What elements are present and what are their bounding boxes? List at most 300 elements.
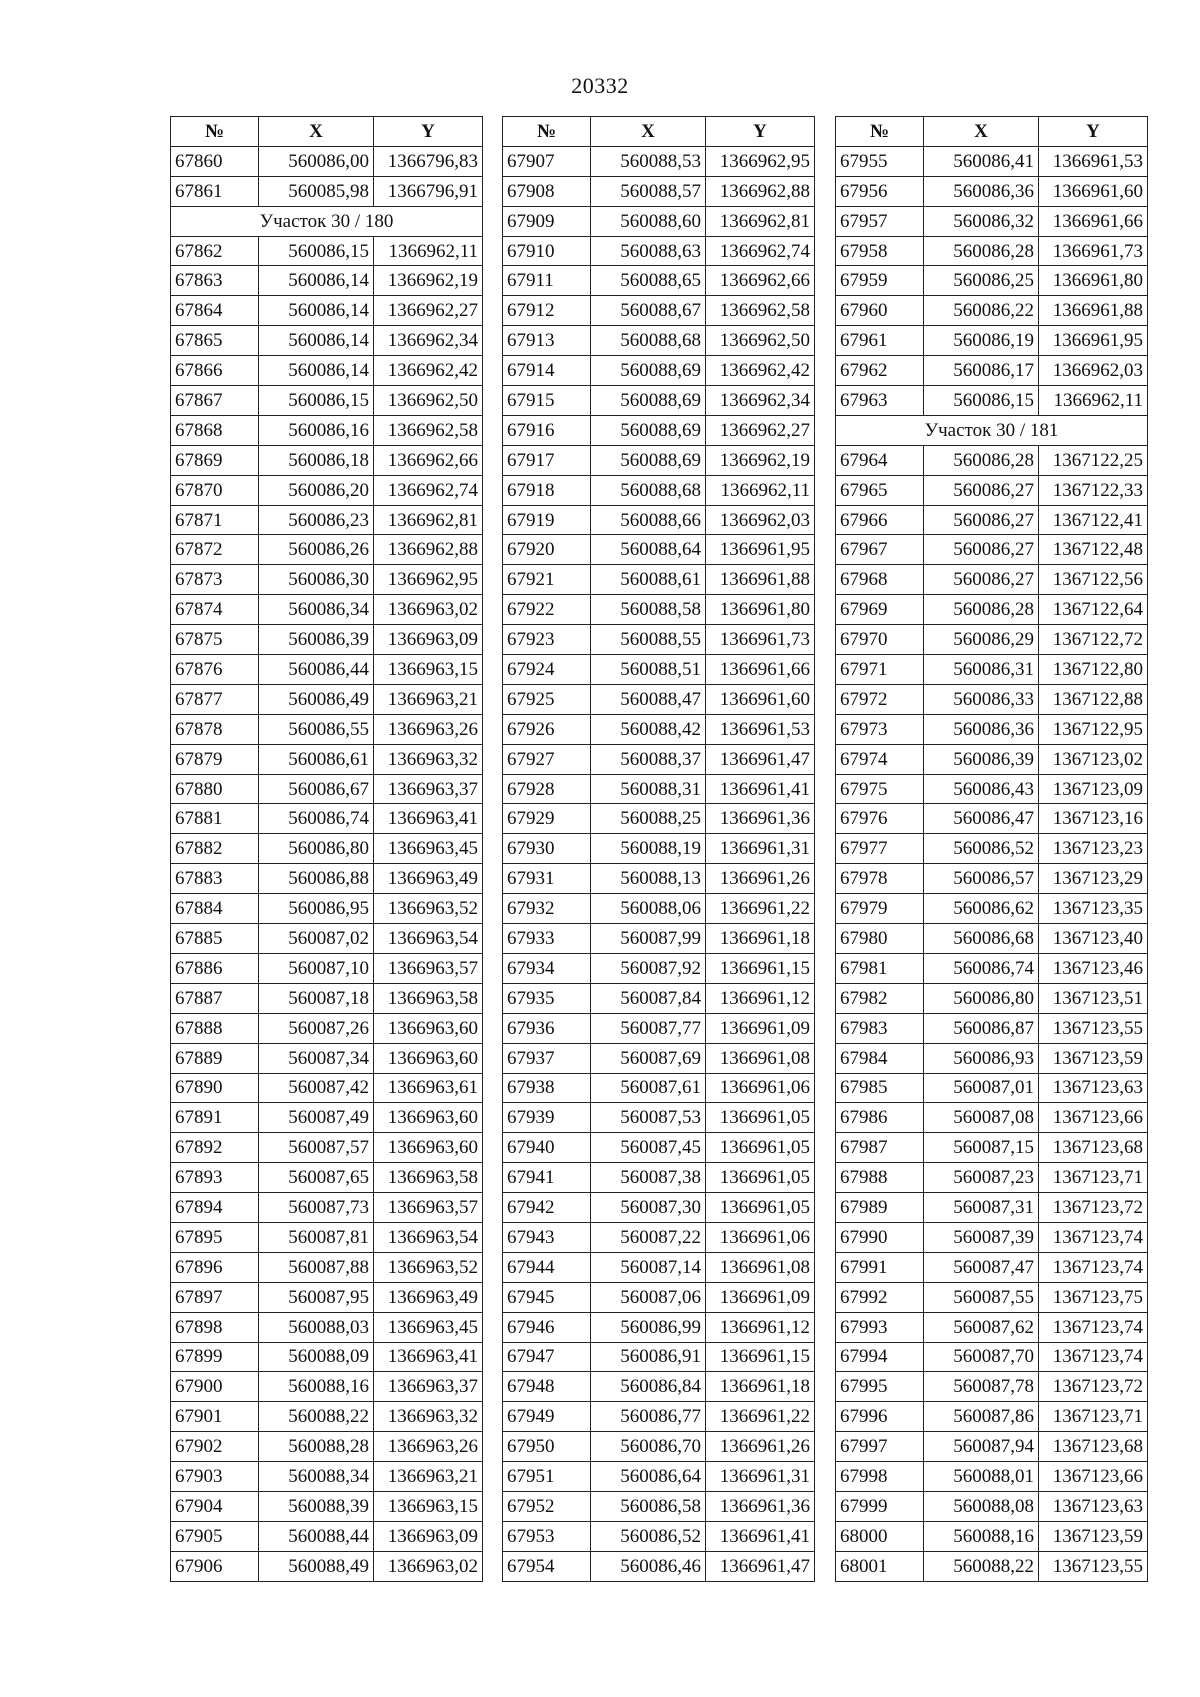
y-coordinate-cell: 1366963,58 <box>374 983 483 1013</box>
table-row <box>171 684 483 714</box>
x-coordinate-cell: 560086,27 <box>924 505 1039 535</box>
y-coordinate-cell: 1366963,54 <box>374 924 483 954</box>
y-coordinate-cell: 1366963,26 <box>374 714 483 744</box>
x-coordinate-cell: 560088,16 <box>259 1372 374 1402</box>
y-coordinate-cell: 1366963,37 <box>374 774 483 804</box>
y-coordinate-cell: 1366961,05 <box>706 1103 815 1133</box>
table-row <box>836 1282 1148 1312</box>
point-number-cell: 67970 <box>836 625 924 655</box>
y-coordinate-cell: 1366963,26 <box>374 1432 483 1462</box>
table-row <box>503 146 815 176</box>
point-number-cell: 67959 <box>836 266 924 296</box>
table-row <box>171 1551 483 1581</box>
table-row <box>503 236 815 266</box>
table-row <box>836 266 1148 296</box>
table-header-row <box>171 117 483 147</box>
table-row <box>503 1073 815 1103</box>
y-coordinate-cell: 1366962,66 <box>374 445 483 475</box>
y-coordinate-cell: 1367123,23 <box>1039 834 1148 864</box>
x-coordinate-cell: 560088,42 <box>591 714 706 744</box>
x-coordinate-cell: 560086,28 <box>924 236 1039 266</box>
table-row <box>836 864 1148 894</box>
point-number-cell: 67983 <box>836 1013 924 1043</box>
x-coordinate-cell: 560087,38 <box>591 1163 706 1193</box>
x-coordinate-cell: 560086,74 <box>259 804 374 834</box>
y-coordinate-cell: 1366962,74 <box>374 475 483 505</box>
table-row <box>171 744 483 774</box>
x-coordinate-cell: 560088,69 <box>591 386 706 416</box>
point-number-cell: 67869 <box>171 445 259 475</box>
x-coordinate-cell: 560088,28 <box>259 1432 374 1462</box>
x-coordinate-cell: 560087,47 <box>924 1252 1039 1282</box>
header-x: X <box>259 117 374 147</box>
y-coordinate-cell: 1367123,71 <box>1039 1402 1148 1432</box>
y-coordinate-cell: 1366962,50 <box>374 386 483 416</box>
y-coordinate-cell: 1366963,45 <box>374 834 483 864</box>
y-coordinate-cell: 1366961,09 <box>706 1013 815 1043</box>
x-coordinate-cell: 560088,61 <box>591 565 706 595</box>
x-coordinate-cell: 560086,99 <box>591 1312 706 1342</box>
x-coordinate-cell: 560087,73 <box>259 1193 374 1223</box>
table-body <box>171 146 483 1581</box>
x-coordinate-cell: 560087,53 <box>591 1103 706 1133</box>
x-coordinate-cell: 560087,01 <box>924 1073 1039 1103</box>
x-coordinate-cell: 560086,41 <box>924 146 1039 176</box>
x-coordinate-cell: 560086,27 <box>924 475 1039 505</box>
y-coordinate-cell: 1366961,31 <box>706 1462 815 1492</box>
x-coordinate-cell: 560086,57 <box>924 864 1039 894</box>
table-row <box>503 834 815 864</box>
x-coordinate-cell: 560088,58 <box>591 595 706 625</box>
y-coordinate-cell: 1366963,02 <box>374 1551 483 1581</box>
y-coordinate-cell: 1366962,50 <box>706 326 815 356</box>
table-row <box>503 714 815 744</box>
x-coordinate-cell: 560086,36 <box>924 176 1039 206</box>
point-number-cell: 67924 <box>503 655 591 685</box>
y-coordinate-cell: 1367122,56 <box>1039 565 1148 595</box>
point-number-cell: 67887 <box>171 983 259 1013</box>
x-coordinate-cell: 560088,39 <box>259 1491 374 1521</box>
point-number-cell: 67988 <box>836 1163 924 1193</box>
x-coordinate-cell: 560088,44 <box>259 1521 374 1551</box>
point-number-cell: 67930 <box>503 834 591 864</box>
point-number-cell: 67962 <box>836 356 924 386</box>
x-coordinate-cell: 560087,94 <box>924 1432 1039 1462</box>
table-row <box>503 1372 815 1402</box>
y-coordinate-cell: 1366961,18 <box>706 1372 815 1402</box>
point-number-cell: 67917 <box>503 445 591 475</box>
x-coordinate-cell: 560086,29 <box>924 625 1039 655</box>
header-x: X <box>924 117 1039 147</box>
table-row <box>836 714 1148 744</box>
point-number-cell: 67950 <box>503 1432 591 1462</box>
table-row <box>836 475 1148 505</box>
table-row <box>836 1372 1148 1402</box>
point-number-cell: 67952 <box>503 1491 591 1521</box>
y-coordinate-cell: 1367123,51 <box>1039 983 1148 1013</box>
point-number-cell: 67958 <box>836 236 924 266</box>
table-row <box>171 1282 483 1312</box>
y-coordinate-cell: 1366961,22 <box>706 1402 815 1432</box>
y-coordinate-cell: 1367123,59 <box>1039 1521 1148 1551</box>
table-row <box>171 415 483 445</box>
table-row <box>503 684 815 714</box>
x-coordinate-cell: 560087,61 <box>591 1073 706 1103</box>
point-number-cell: 67877 <box>171 684 259 714</box>
table-row <box>171 236 483 266</box>
point-number-cell: 67912 <box>503 296 591 326</box>
table-row <box>503 1222 815 1252</box>
point-number-cell: 67972 <box>836 684 924 714</box>
x-coordinate-cell: 560086,22 <box>924 296 1039 326</box>
y-coordinate-cell: 1367122,33 <box>1039 475 1148 505</box>
y-coordinate-cell: 1366962,58 <box>706 296 815 326</box>
x-coordinate-cell: 560088,60 <box>591 206 706 236</box>
header-number: № <box>503 117 591 147</box>
y-coordinate-cell: 1366962,42 <box>706 356 815 386</box>
x-coordinate-cell: 560087,70 <box>924 1342 1039 1372</box>
point-number-cell: 67868 <box>171 415 259 445</box>
table-row <box>836 1432 1148 1462</box>
y-coordinate-cell: 1366961,66 <box>1039 206 1148 236</box>
y-coordinate-cell: 1366961,26 <box>706 864 815 894</box>
point-number-cell: 67901 <box>171 1402 259 1432</box>
table-row <box>503 864 815 894</box>
x-coordinate-cell: 560086,36 <box>924 714 1039 744</box>
x-coordinate-cell: 560088,69 <box>591 356 706 386</box>
y-coordinate-cell: 1366961,12 <box>706 1312 815 1342</box>
y-coordinate-cell: 1366961,26 <box>706 1432 815 1462</box>
point-number-cell: 67996 <box>836 1402 924 1432</box>
point-number-cell: 67987 <box>836 1133 924 1163</box>
y-coordinate-cell: 1367123,09 <box>1039 774 1148 804</box>
x-coordinate-cell: 560087,18 <box>259 983 374 1013</box>
x-coordinate-cell: 560087,65 <box>259 1163 374 1193</box>
table-row <box>503 1133 815 1163</box>
y-coordinate-cell: 1367123,55 <box>1039 1013 1148 1043</box>
x-coordinate-cell: 560086,19 <box>924 326 1039 356</box>
x-coordinate-cell: 560086,47 <box>924 804 1039 834</box>
x-coordinate-cell: 560086,87 <box>924 1013 1039 1043</box>
x-coordinate-cell: 560086,15 <box>259 386 374 416</box>
table-header-row <box>836 117 1148 147</box>
y-coordinate-cell: 1366961,66 <box>706 655 815 685</box>
point-number-cell: 67891 <box>171 1103 259 1133</box>
table-row <box>836 146 1148 176</box>
table-row <box>503 894 815 924</box>
table-row <box>503 1312 815 1342</box>
table-row <box>171 356 483 386</box>
table-row <box>503 176 815 206</box>
table-row <box>503 595 815 625</box>
x-coordinate-cell: 560087,62 <box>924 1312 1039 1342</box>
table-row <box>836 834 1148 864</box>
section-heading-row <box>171 206 483 236</box>
point-number-cell: 67985 <box>836 1073 924 1103</box>
x-coordinate-cell: 560086,68 <box>924 924 1039 954</box>
point-number-cell: 67955 <box>836 146 924 176</box>
coordinate-table-3 <box>835 116 1148 1582</box>
x-coordinate-cell: 560086,39 <box>924 744 1039 774</box>
x-coordinate-cell: 560086,28 <box>924 445 1039 475</box>
x-coordinate-cell: 560087,39 <box>924 1222 1039 1252</box>
table-row <box>836 445 1148 475</box>
table-row <box>836 1073 1148 1103</box>
point-number-cell: 68001 <box>836 1551 924 1581</box>
x-coordinate-cell: 560086,25 <box>924 266 1039 296</box>
point-number-cell: 67968 <box>836 565 924 595</box>
table-row <box>503 206 815 236</box>
page-number: 20332 <box>571 73 629 98</box>
table-header-row <box>503 117 815 147</box>
x-coordinate-cell: 560088,69 <box>591 415 706 445</box>
y-coordinate-cell: 1366963,41 <box>374 804 483 834</box>
x-coordinate-cell: 560087,23 <box>924 1163 1039 1193</box>
point-number-cell: 67927 <box>503 744 591 774</box>
y-coordinate-cell: 1366961,47 <box>706 744 815 774</box>
table-row <box>836 1193 1148 1223</box>
table-row <box>503 744 815 774</box>
point-number-cell: 67892 <box>171 1133 259 1163</box>
y-coordinate-cell: 1367123,63 <box>1039 1073 1148 1103</box>
y-coordinate-cell: 1367122,95 <box>1039 714 1148 744</box>
y-coordinate-cell: 1367123,63 <box>1039 1491 1148 1521</box>
point-number-cell: 67898 <box>171 1312 259 1342</box>
x-coordinate-cell: 560087,34 <box>259 1043 374 1073</box>
table-row <box>836 236 1148 266</box>
table-row <box>171 1432 483 1462</box>
point-number-cell: 67871 <box>171 505 259 535</box>
x-coordinate-cell: 560088,22 <box>259 1402 374 1432</box>
y-coordinate-cell: 1366961,80 <box>1039 266 1148 296</box>
table-row <box>171 1462 483 1492</box>
section-heading-row <box>836 415 1148 445</box>
table-row <box>836 655 1148 685</box>
table-row <box>836 894 1148 924</box>
table-row <box>836 1462 1148 1492</box>
x-coordinate-cell: 560088,13 <box>591 864 706 894</box>
x-coordinate-cell: 560087,69 <box>591 1043 706 1073</box>
y-coordinate-cell: 1367123,74 <box>1039 1252 1148 1282</box>
table-row <box>836 684 1148 714</box>
table-row <box>836 535 1148 565</box>
y-coordinate-cell: 1366796,83 <box>374 146 483 176</box>
point-number-cell: 67896 <box>171 1252 259 1282</box>
x-coordinate-cell: 560086,14 <box>259 356 374 386</box>
point-number-cell: 67982 <box>836 983 924 1013</box>
point-number-cell: 67886 <box>171 953 259 983</box>
y-coordinate-cell: 1367123,72 <box>1039 1193 1148 1223</box>
y-coordinate-cell: 1366961,22 <box>706 894 815 924</box>
y-coordinate-cell: 1366963,60 <box>374 1133 483 1163</box>
table-row <box>171 1252 483 1282</box>
y-coordinate-cell: 1367122,80 <box>1039 655 1148 685</box>
point-number-cell: 67872 <box>171 535 259 565</box>
table-row <box>171 1103 483 1133</box>
point-number-cell: 67861 <box>171 176 259 206</box>
table-row <box>836 804 1148 834</box>
table-body <box>503 146 815 1581</box>
point-number-cell: 67937 <box>503 1043 591 1073</box>
y-coordinate-cell: 1366961,31 <box>706 834 815 864</box>
point-number-cell: 67865 <box>171 326 259 356</box>
y-coordinate-cell: 1366962,42 <box>374 356 483 386</box>
point-number-cell: 67883 <box>171 864 259 894</box>
y-coordinate-cell: 1366961,73 <box>1039 236 1148 266</box>
y-coordinate-cell: 1366962,03 <box>706 505 815 535</box>
table-row <box>503 1342 815 1372</box>
y-coordinate-cell: 1367123,59 <box>1039 1043 1148 1073</box>
point-number-cell: 67899 <box>171 1342 259 1372</box>
y-coordinate-cell: 1366961,08 <box>706 1252 815 1282</box>
x-coordinate-cell: 560087,78 <box>924 1372 1039 1402</box>
table-row <box>503 415 815 445</box>
table-row <box>836 505 1148 535</box>
point-number-cell: 67961 <box>836 326 924 356</box>
x-coordinate-cell: 560087,49 <box>259 1103 374 1133</box>
y-coordinate-cell: 1366963,61 <box>374 1073 483 1103</box>
point-number-cell: 67913 <box>503 326 591 356</box>
table-row <box>171 894 483 924</box>
table-row <box>836 176 1148 206</box>
point-number-cell: 67948 <box>503 1372 591 1402</box>
point-number-cell: 67875 <box>171 625 259 655</box>
y-coordinate-cell: 1366961,12 <box>706 983 815 1013</box>
point-number-cell: 67935 <box>503 983 591 1013</box>
table-row <box>503 1163 815 1193</box>
table-row <box>171 535 483 565</box>
x-coordinate-cell: 560086,30 <box>259 565 374 595</box>
x-coordinate-cell: 560086,93 <box>924 1043 1039 1073</box>
x-coordinate-cell: 560087,26 <box>259 1013 374 1043</box>
y-coordinate-cell: 1366961,53 <box>1039 146 1148 176</box>
table-row <box>503 1491 815 1521</box>
header-number: № <box>171 117 259 147</box>
y-coordinate-cell: 1366961,18 <box>706 924 815 954</box>
y-coordinate-cell: 1367123,46 <box>1039 953 1148 983</box>
point-number-cell: 67984 <box>836 1043 924 1073</box>
x-coordinate-cell: 560088,63 <box>591 236 706 266</box>
x-coordinate-cell: 560087,45 <box>591 1133 706 1163</box>
table-row <box>836 983 1148 1013</box>
table-row <box>503 445 815 475</box>
y-coordinate-cell: 1366961,60 <box>706 684 815 714</box>
y-coordinate-cell: 1366962,11 <box>374 236 483 266</box>
x-coordinate-cell: 560086,77 <box>591 1402 706 1432</box>
point-number-cell: 67920 <box>503 535 591 565</box>
x-coordinate-cell: 560088,66 <box>591 505 706 535</box>
y-coordinate-cell: 1366962,66 <box>706 266 815 296</box>
y-coordinate-cell: 1367123,29 <box>1039 864 1148 894</box>
y-coordinate-cell: 1366963,60 <box>374 1043 483 1073</box>
point-number-cell: 67914 <box>503 356 591 386</box>
y-coordinate-cell: 1367123,75 <box>1039 1282 1148 1312</box>
x-coordinate-cell: 560086,34 <box>259 595 374 625</box>
table-row <box>171 1013 483 1043</box>
x-coordinate-cell: 560088,64 <box>591 535 706 565</box>
table-row <box>503 1013 815 1043</box>
y-coordinate-cell: 1366961,88 <box>706 565 815 595</box>
x-coordinate-cell: 560086,32 <box>924 206 1039 236</box>
y-coordinate-cell: 1366961,95 <box>706 535 815 565</box>
point-number-cell: 67938 <box>503 1073 591 1103</box>
table-row <box>503 535 815 565</box>
table-row <box>503 1432 815 1462</box>
x-coordinate-cell: 560086,28 <box>924 595 1039 625</box>
y-coordinate-cell: 1366961,53 <box>706 714 815 744</box>
y-coordinate-cell: 1366963,57 <box>374 953 483 983</box>
point-number-cell: 67907 <box>503 146 591 176</box>
point-number-cell: 67951 <box>503 1462 591 1492</box>
point-number-cell: 67979 <box>836 894 924 924</box>
point-number-cell: 67939 <box>503 1103 591 1133</box>
x-coordinate-cell: 560086,15 <box>924 386 1039 416</box>
x-coordinate-cell: 560086,55 <box>259 714 374 744</box>
y-coordinate-cell: 1366962,34 <box>706 386 815 416</box>
x-coordinate-cell: 560086,80 <box>259 834 374 864</box>
table-row <box>503 1043 815 1073</box>
x-coordinate-cell: 560086,80 <box>924 983 1039 1013</box>
y-coordinate-cell: 1366962,19 <box>374 266 483 296</box>
y-coordinate-cell: 1366961,06 <box>706 1222 815 1252</box>
table-row <box>503 266 815 296</box>
table-row <box>171 445 483 475</box>
x-coordinate-cell: 560086,88 <box>259 864 374 894</box>
y-coordinate-cell: 1366963,15 <box>374 655 483 685</box>
point-number-cell: 67953 <box>503 1521 591 1551</box>
x-coordinate-cell: 560088,09 <box>259 1342 374 1372</box>
point-number-cell: 67893 <box>171 1163 259 1193</box>
table-row <box>503 356 815 386</box>
point-number-cell: 67991 <box>836 1252 924 1282</box>
table-row <box>836 1402 1148 1432</box>
table-row <box>171 1372 483 1402</box>
header-y: Y <box>706 117 815 147</box>
y-coordinate-cell: 1367123,74 <box>1039 1312 1148 1342</box>
point-number-cell: 67954 <box>503 1551 591 1581</box>
table-row <box>836 296 1148 326</box>
y-coordinate-cell: 1366963,54 <box>374 1222 483 1252</box>
x-coordinate-cell: 560088,19 <box>591 834 706 864</box>
point-number-cell: 67923 <box>503 625 591 655</box>
point-number-cell: 67903 <box>171 1462 259 1492</box>
point-number-cell: 67981 <box>836 953 924 983</box>
x-coordinate-cell: 560086,15 <box>259 236 374 266</box>
table-row <box>836 1043 1148 1073</box>
point-number-cell: 67867 <box>171 386 259 416</box>
table-row <box>503 1103 815 1133</box>
point-number-cell: 67934 <box>503 953 591 983</box>
table-row <box>171 1491 483 1521</box>
point-number-cell: 67969 <box>836 595 924 625</box>
table-row <box>503 1462 815 1492</box>
y-coordinate-cell: 1367123,16 <box>1039 804 1148 834</box>
section-title: Участок 30 / 181 <box>836 415 1148 445</box>
x-coordinate-cell: 560088,57 <box>591 176 706 206</box>
y-coordinate-cell: 1367123,40 <box>1039 924 1148 954</box>
point-number-cell: 67894 <box>171 1193 259 1223</box>
point-number-cell: 67885 <box>171 924 259 954</box>
point-number-cell: 67963 <box>836 386 924 416</box>
x-coordinate-cell: 560087,15 <box>924 1133 1039 1163</box>
table-row <box>171 1073 483 1103</box>
point-number-cell: 67922 <box>503 595 591 625</box>
x-coordinate-cell: 560087,30 <box>591 1193 706 1223</box>
table-row <box>503 475 815 505</box>
table-row <box>171 565 483 595</box>
table-row <box>503 326 815 356</box>
y-coordinate-cell: 1366961,15 <box>706 953 815 983</box>
